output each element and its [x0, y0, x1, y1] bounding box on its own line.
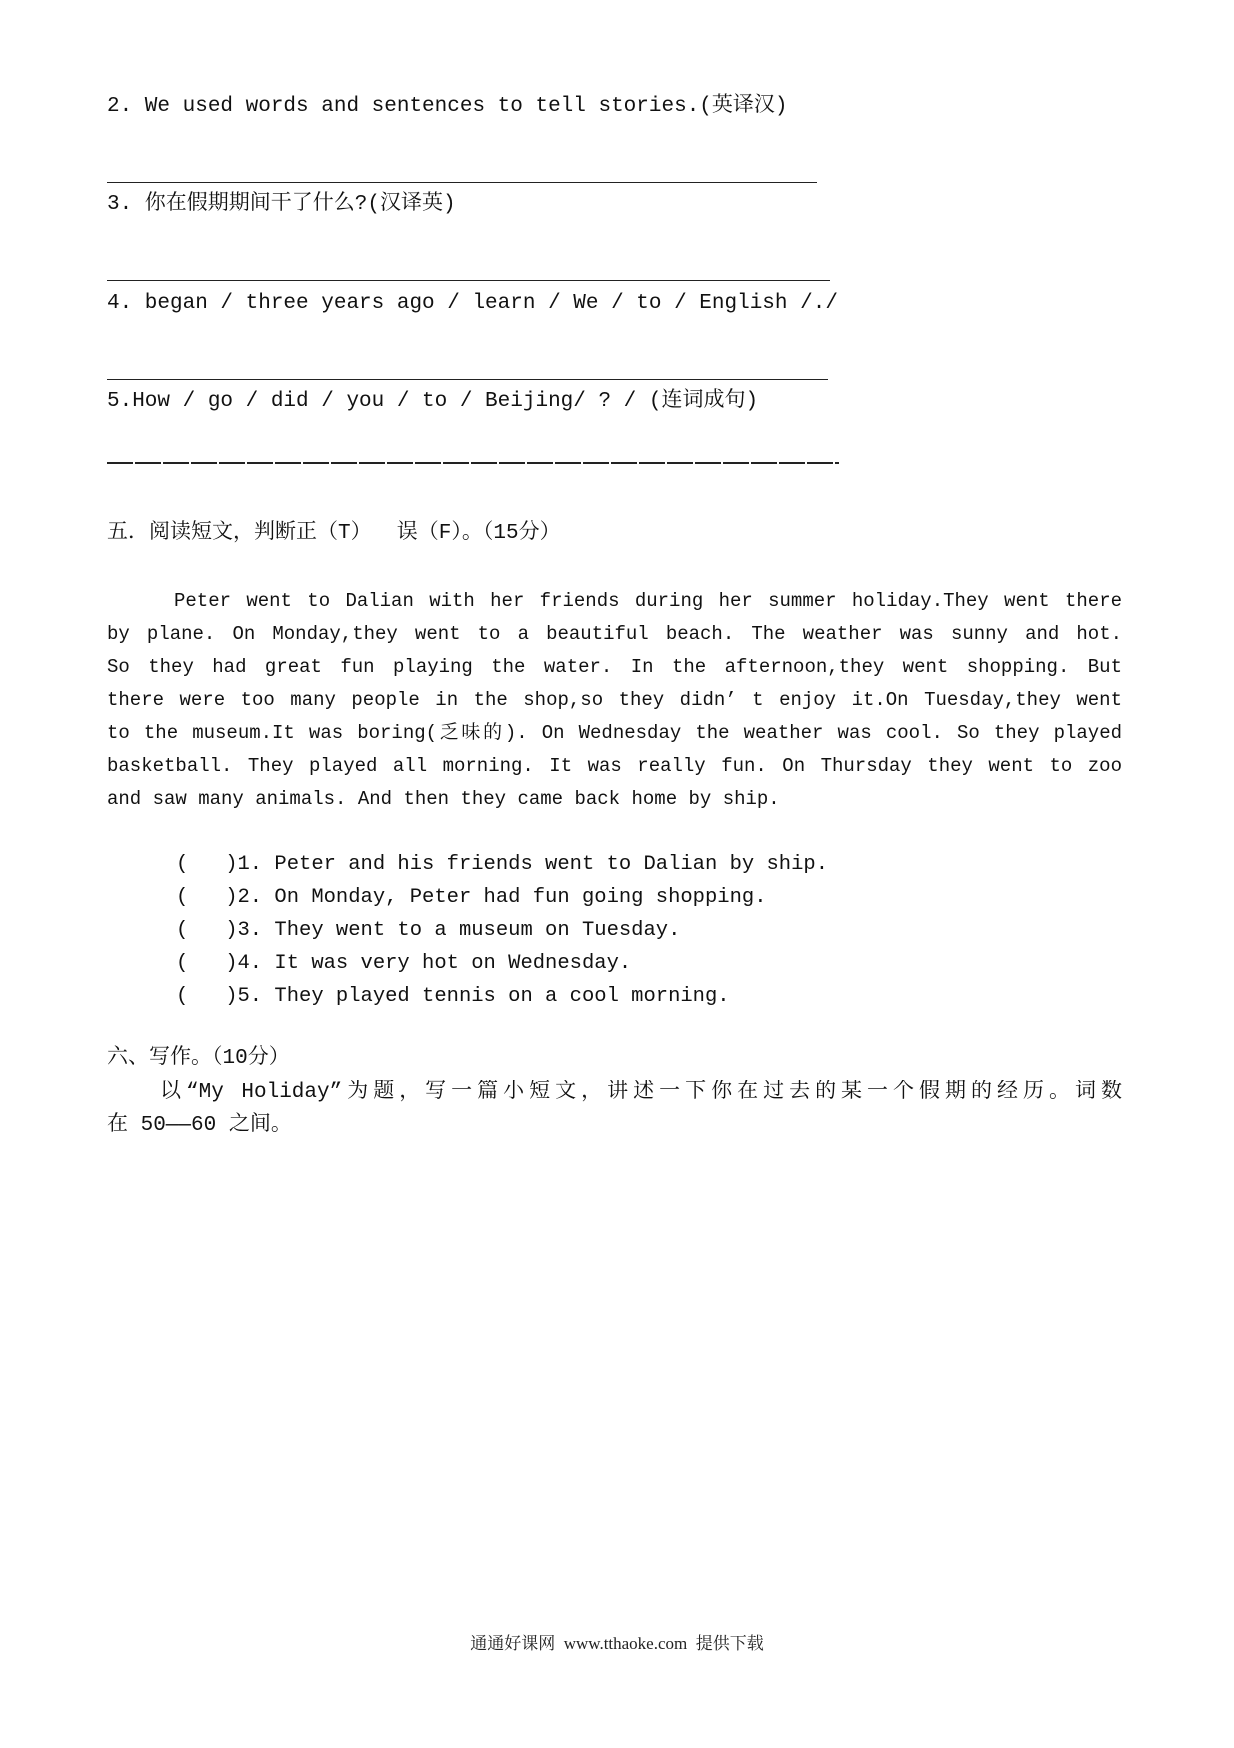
- passage-line: to the museum.It was boring(乏味的). On Wednesday the weather was cool. So they played: [107, 722, 1122, 744]
- section-6-heading: 六、写作。（10分）: [107, 1047, 290, 1070]
- judgement-item: ( )4. It was very hot on Wednesday.: [176, 952, 632, 975]
- answer-line: [107, 379, 828, 380]
- judgement-item: ( )2. On Monday, Peter had fun going shopping.: [176, 886, 767, 909]
- answer-line: [107, 280, 830, 281]
- word-order-question: 5.How / go / did / you / to / Beijing/ ? / (连词成句): [107, 390, 759, 413]
- passage-line: and saw many animals. And then they came back home by ship.: [107, 788, 780, 810]
- word-order-question: 4. began / three years ago / learn / We / to / English /./: [107, 292, 838, 315]
- passage-line: by plane. On Monday,they went to a beautiful beach. The weather was sunny and hot.: [107, 623, 1122, 645]
- judgement-list: [176, 848, 828, 1013]
- judgement-item: ( )3. They went to a museum on Tuesday.: [176, 919, 681, 942]
- passage-line: basketball. They played all morning. It was really fun. On Thursday they went to zoo: [107, 755, 1122, 777]
- judgement-item: ( )5. They played tennis on a cool morning.: [176, 985, 730, 1008]
- translation-question: 2. We used words and sentences to tell stories.(英译汉): [107, 95, 788, 118]
- section-5-heading: 五．阅读短文，判断正（T） 误（F）。（15分）: [107, 522, 561, 545]
- passage-line: there were too many people in the shop,so they didn’ t enjoy it.On Tuesday,they went: [107, 689, 1122, 711]
- writing-prompt-line: 在 50——60 之间。: [107, 1114, 292, 1137]
- reading-passage: [107, 585, 1122, 816]
- writing-prompt-line: 以“My Holiday”为题，写一篇小短文，讲述一下你在过去的某一个假期的经历。词数: [160, 1081, 1122, 1104]
- translation-question: 3. 你在假期期间干了什么?(汉译英): [107, 193, 456, 216]
- passage-line: So they had great fun playing the water. In the afternoon,they went shopping. But: [107, 656, 1122, 678]
- answer-line: [107, 182, 817, 183]
- answer-line: [107, 462, 839, 464]
- passage-line: Peter went to Dalian with her friends during her summer holiday.They went there: [174, 590, 1122, 612]
- footer-credit: 通通好课网 www.tthaoke.com 提供下载: [470, 1634, 764, 1653]
- judgement-item: ( )1. Peter and his friends went to Dalian by ship.: [176, 853, 829, 876]
